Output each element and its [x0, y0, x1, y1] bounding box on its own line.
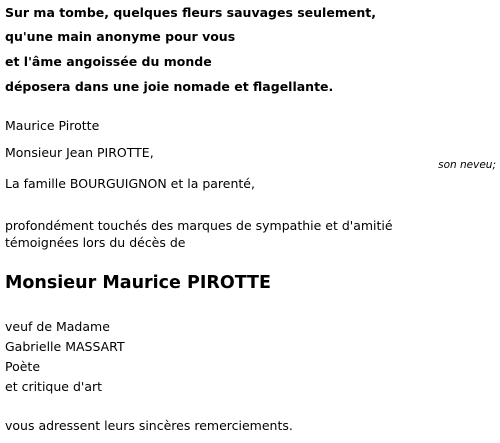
deceased-name: Monsieur Maurice PIROTTE	[5, 273, 271, 293]
details-line-1: veuf de Madame	[5, 319, 110, 334]
details-line-2: Gabrielle MASSART	[5, 339, 125, 354]
poem-line-4: déposera dans une joie nomade et flagellante.	[5, 79, 334, 94]
thanks-line-2: témoignées lors du décès de	[5, 235, 186, 250]
poem-line-3: et l'âme angoissée du monde	[5, 54, 212, 69]
family-line-2: Monsieur Jean PIROTTE,	[5, 145, 154, 160]
thanks-line-1: profondément touchés des marques de sympathie et d'amitié	[5, 218, 393, 233]
family-line-3: La famille BOURGUIGNON et la parenté,	[5, 176, 255, 191]
poem-line-1: Sur ma tombe, quelques fleurs sauvages seulement,	[5, 5, 376, 20]
family-line-2-relation: son neveu;	[438, 159, 496, 171]
poem-line-2: qu'une main anonyme pour vous	[5, 29, 236, 44]
closing-line-1: vous adressent leurs sincères remerciements.	[5, 418, 293, 433]
family-line-1: Maurice Pirotte	[5, 118, 100, 133]
details-line-3: Poète	[5, 359, 41, 374]
details-line-4: et critique d'art	[5, 379, 103, 394]
